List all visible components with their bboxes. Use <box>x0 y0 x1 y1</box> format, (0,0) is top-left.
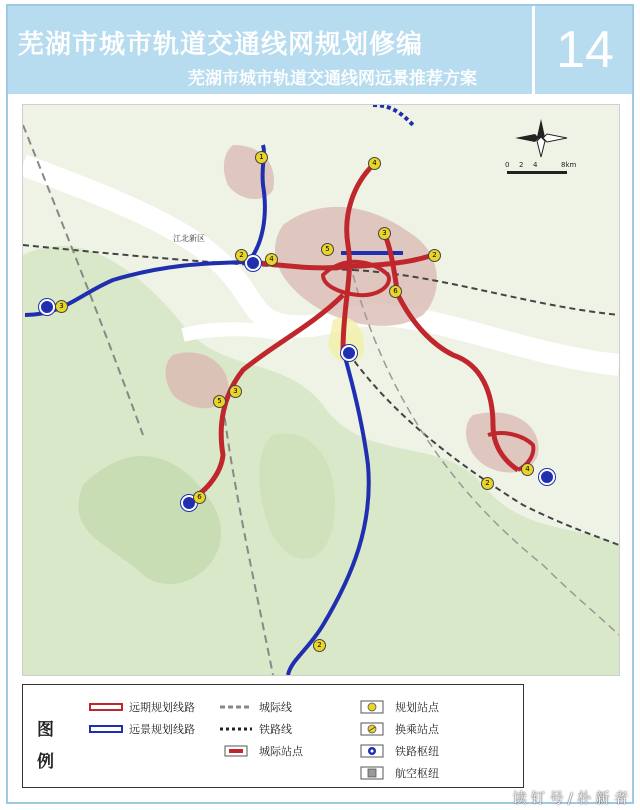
legend-label: 铁路线 <box>259 723 292 736</box>
legend-label: 城际站点 <box>259 745 303 758</box>
scale-tick: 0 <box>505 161 510 169</box>
legend-item-intercity-station <box>219 743 303 759</box>
legend-item-airport-hub <box>355 765 439 781</box>
map-legend <box>22 684 524 788</box>
page-number: 14 <box>532 6 635 94</box>
yellow-circle-station-icon <box>355 700 389 714</box>
legend-item-near-term-line <box>89 699 195 715</box>
red-double-line-icon <box>89 700 123 714</box>
scale-tick: 8km <box>561 161 577 169</box>
black-dashed-line-icon <box>219 722 253 736</box>
legend-label: 远景规划线路 <box>129 723 195 736</box>
transfer-station-icon <box>355 722 389 736</box>
river-branch <box>183 329 293 335</box>
rail-hub-marker <box>539 469 555 485</box>
legend-label: 规划站点 <box>395 701 439 714</box>
planned-station: 3 <box>55 300 68 313</box>
planned-station: 3 <box>229 385 242 398</box>
rail-network-map <box>22 104 620 676</box>
legend-label: 铁路枢纽 <box>395 745 439 758</box>
legend-item-railway-line <box>219 721 292 737</box>
legend-title-top: 图 <box>37 720 54 740</box>
legend-label: 航空枢纽 <box>395 767 439 780</box>
planned-station: 4 <box>265 253 278 266</box>
planned-station: 4 <box>368 157 381 170</box>
planned-station: 6 <box>389 285 402 298</box>
planned-station: 6 <box>193 491 206 504</box>
legend-label: 远期规划线路 <box>129 701 195 714</box>
legend-item-rail-hub <box>355 743 439 759</box>
airport-hub-icon <box>355 766 389 780</box>
map-canvas <box>23 105 619 675</box>
planned-station: 1 <box>255 151 268 164</box>
red-rect-station-icon <box>219 744 253 758</box>
scale-tick: 2 <box>519 161 524 169</box>
main-title: 芜湖市城市轨道交通线网规划修编 <box>18 30 424 60</box>
planned-station: 5 <box>213 395 226 408</box>
compass-rose-icon <box>511 117 571 159</box>
legend-item-planned-station <box>355 699 439 715</box>
planned-station: 2 <box>428 249 441 262</box>
scale-bar <box>505 161 585 179</box>
legend-item-long-term-line <box>89 721 195 737</box>
gray-dashed-line-icon <box>219 700 253 714</box>
planned-station: 5 <box>321 243 334 256</box>
legend-label: 换乘站点 <box>395 723 439 736</box>
rail-hub-marker <box>39 299 55 315</box>
planned-station: 2 <box>481 477 494 490</box>
watermark: 读 钉 号 / 朴 新 者 <box>512 791 628 807</box>
blue-double-line-icon <box>89 722 123 736</box>
rail-hub-marker <box>341 345 357 361</box>
legend-label: 城际线 <box>259 701 292 714</box>
planned-station: 2 <box>235 249 248 262</box>
legend-title-bottom: 例 <box>37 752 54 772</box>
scale-tick: 4 <box>533 161 538 169</box>
legend-item-transfer-station <box>355 721 439 737</box>
rail-hub-icon <box>355 744 389 758</box>
legend-item-intercity-line <box>219 699 292 715</box>
sub-title: 芜湖市城市轨道交通线网远景推荐方案 <box>188 69 477 89</box>
planned-station: 4 <box>521 463 534 476</box>
planned-station: 2 <box>313 639 326 652</box>
place-label: 江北新区 <box>173 234 205 243</box>
planned-station: 3 <box>378 227 391 240</box>
